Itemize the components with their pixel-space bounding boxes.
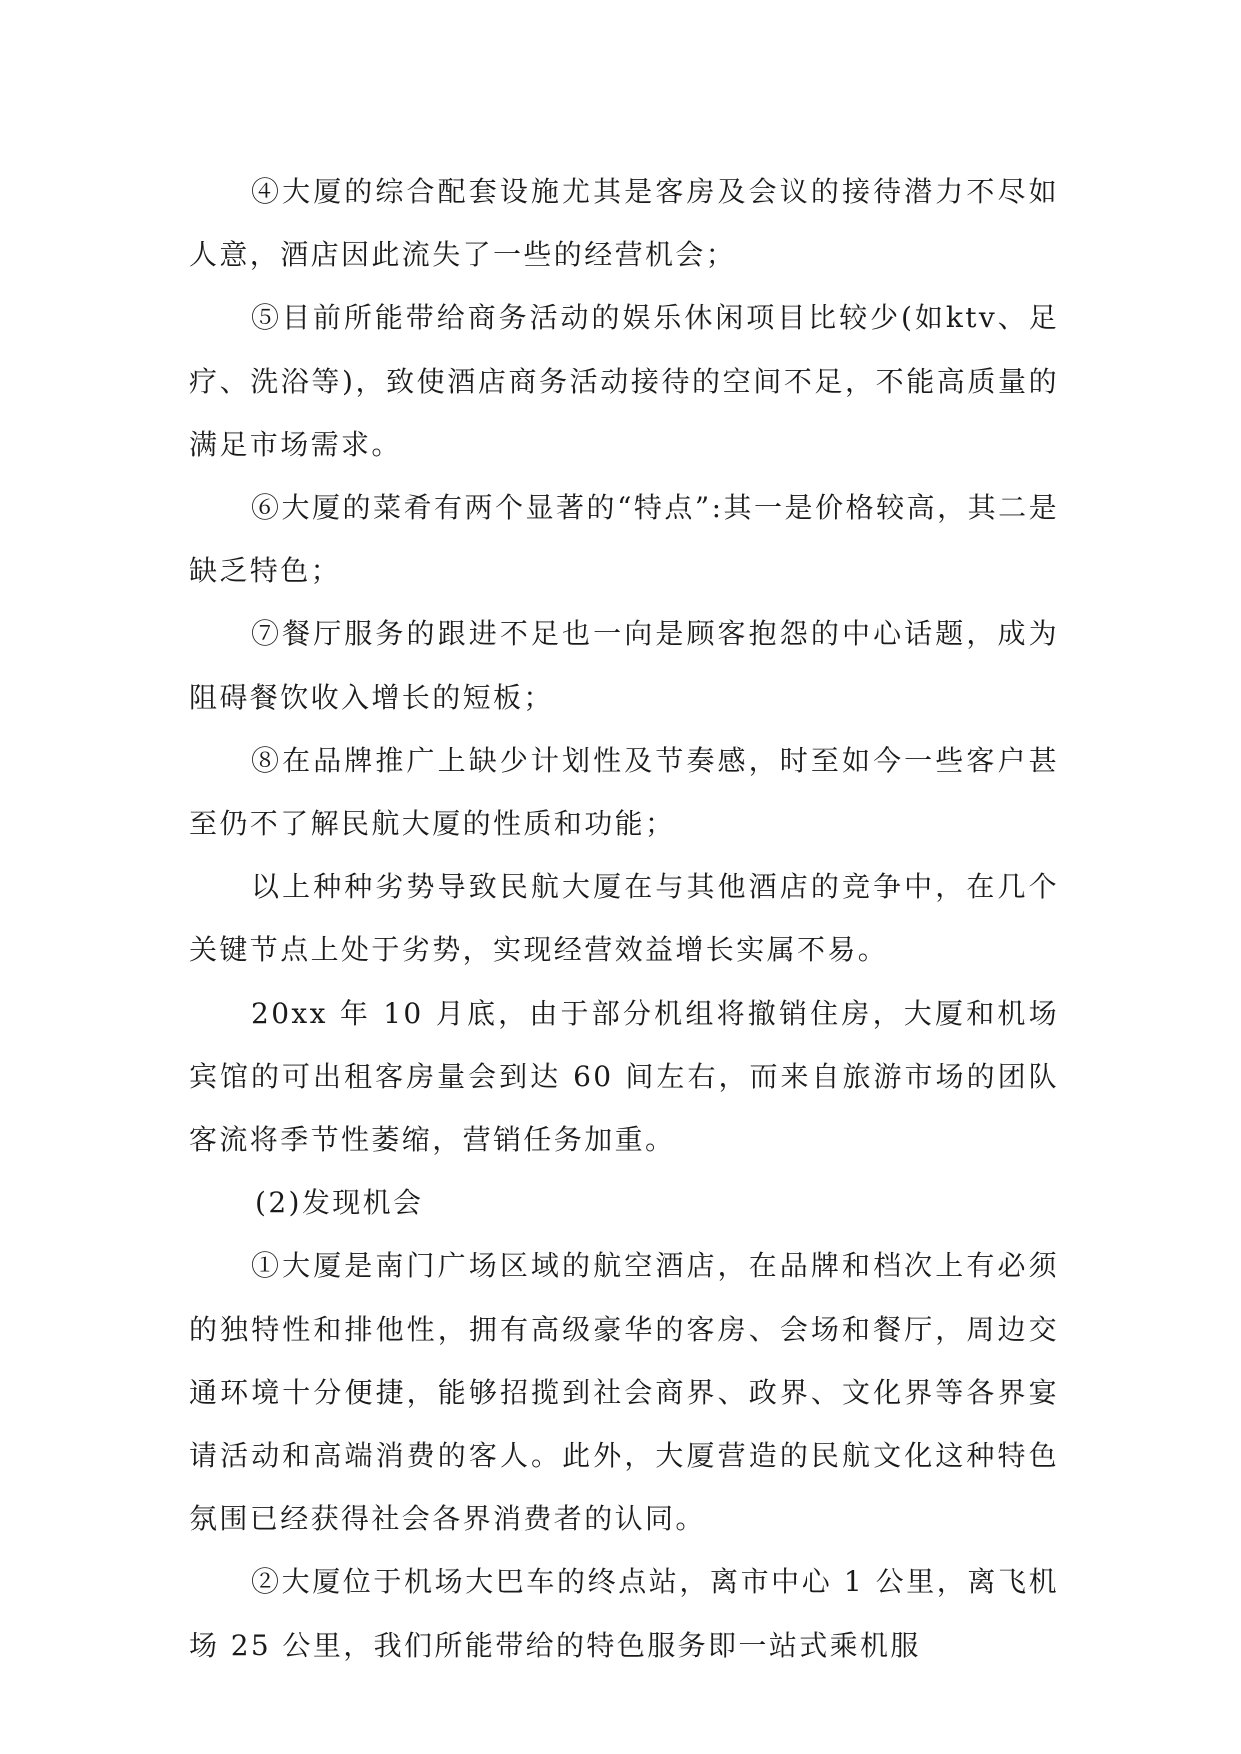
paragraph-market-note: 20xx 年 10 月底，由于部分机组将撤销住房，大厦和机场宾馆的可出租客房量会到达 60 间左右，而来自旅游市场的团队客流将季节性萎缩，营销任务加重。: [189, 996, 1059, 1157]
paragraph-opportunity-2: ②大厦位于机场大巴车的终点站，离市中心 1 公里，离飞机场 25 公里，我们所能带给的特色服务即一站式乘机服: [189, 1565, 1059, 1662]
body-text: [189, 160, 1059, 1677]
paragraph-opportunity-1: ①大厦是南门广场区域的航空酒店，在品牌和档次上有必须的独特性和排他性，拥有高级豪华的客房、会场和餐厅，周边交通环境十分便捷，能够招揽到社会商界、政界、文化界等各界宴请活动和高端消费的客人。此外，大厦营造的民航文化这种特色氛围已经获得社会各界消费者的认同。: [189, 1249, 1059, 1536]
paragraph-weakness-6: ⑥大厦的菜肴有两个显著的“特点”:其一是价格较高，其二是缺乏特色；: [189, 491, 1059, 588]
paragraph-weakness-7: ⑦餐厅服务的跟进不足也一向是顾客抱怨的中心话题，成为阻碍餐饮收入增长的短板；: [189, 617, 1059, 714]
section-heading: (2)发现机会: [255, 1186, 424, 1220]
paragraph-weakness-8: ⑧在品牌推广上缺少计划性及节奏感，时至如今一些客户甚至仍不了解民航大厦的性质和功能；: [189, 743, 1059, 841]
paragraph-summary: 以上种种劣势导致民航大厦在与其他酒店的竞争中，在几个关键节点上处于劣势，实现经营效益增长实属不易。: [189, 870, 1059, 967]
paragraph-weakness-5: ⑤目前所能带给商务活动的娱乐休闲项目比较少(如ktv、足疗、洗浴等)，致使酒店商务活动接待的空间不足，不能高质量的满足市场需求。: [189, 301, 1059, 461]
paragraph-weakness-4: ④大厦的综合配套设施尤其是客房及会议的接待潜力不尽如人意，酒店因此流失了一些的经营机会；: [189, 175, 1059, 272]
